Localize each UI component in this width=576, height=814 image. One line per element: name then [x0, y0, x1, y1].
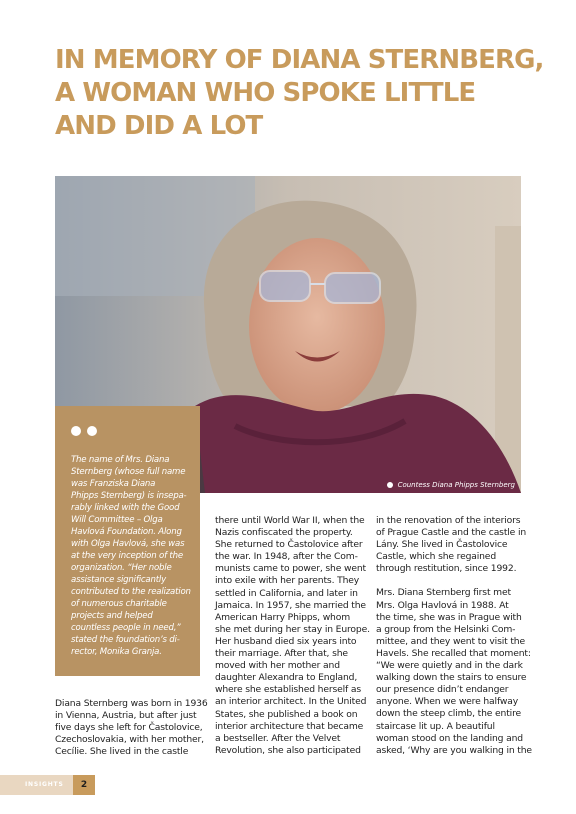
- body-line: anyone. When we were halfway: [376, 696, 518, 708]
- body-line: walking down the stairs to ensure: [376, 672, 527, 684]
- body-line: staircase lit up. A beautiful: [376, 720, 495, 732]
- body-line: settled in California, and later in: [215, 587, 358, 599]
- pull-quote-line: Sternberg (whose full name: [71, 467, 186, 477]
- body-line: American Harry Phipps, whom: [215, 611, 350, 623]
- quote-mark-icon: [71, 426, 97, 436]
- body-line: moved with her mother and: [215, 660, 340, 672]
- body-line: their marriage. After that, she: [215, 648, 348, 660]
- body-line: Lány. She lived in Častolovice: [376, 539, 508, 551]
- pull-quote-line: The name of Mrs. Diana: [71, 455, 170, 465]
- body-line: Havels. She recalled that moment:: [376, 647, 531, 659]
- body-line: Nazis confiscated the property.: [215, 527, 353, 539]
- pull-quote-line: at the very inception of the: [71, 551, 183, 561]
- pull-quote-line: rector, Monika Granja.: [71, 647, 162, 657]
- body-line: asked, ‘Why are you walking in the: [376, 744, 532, 756]
- body-line: Castle, which she regained: [376, 551, 496, 563]
- body-line: States, she published a book on: [215, 708, 358, 720]
- body-line: down the steep climb, the entire: [376, 708, 521, 720]
- body-line: Jamaica. In 1957, she married the: [215, 599, 366, 611]
- body-line: in the renovation of the interiors: [376, 515, 521, 526]
- pull-quote-line: rably linked with the Good: [71, 503, 180, 513]
- body-line: She returned to Častolovice after: [215, 539, 363, 551]
- pull-quote-text: [71, 454, 197, 658]
- pull-quote-box: [55, 406, 200, 676]
- pull-quote-line: Will Committee – Olga: [71, 515, 163, 525]
- body-column-1: [55, 698, 208, 758]
- body-line: a group from the Helsinki Com-: [376, 623, 516, 635]
- footer-section-label: INSIGHTS: [25, 781, 64, 788]
- body-line: Cecílie. She lived in the castle: [55, 746, 189, 758]
- paragraph-gap: [376, 575, 526, 587]
- body-line: into exile with her parents. They: [215, 575, 360, 587]
- title-line-3: AND DID A LOT: [55, 111, 263, 141]
- pull-quote-line: assistance significantly: [71, 575, 166, 585]
- body-line: Her husband died six years into: [215, 635, 357, 647]
- pull-quote-line: Havlová Foundation. Along: [71, 527, 182, 537]
- body-line: in Vienna, Austria, but after just: [55, 710, 197, 722]
- photo-caption-text: Countess Diana Phipps Sternberg: [397, 481, 515, 489]
- pull-quote-line: countless people in need,”: [71, 623, 181, 633]
- body-line: five days she left for Častolovice,: [55, 722, 203, 734]
- body-line: Mrs. Olga Havlová in 1988. At: [376, 599, 509, 611]
- pull-quote-line: projects and helped: [71, 611, 153, 621]
- body-line: an interior architect. In the United: [215, 696, 367, 708]
- body-column-2: [215, 515, 370, 757]
- body-line: through restitution, since 1992.: [376, 563, 517, 575]
- pull-quote-line: with Olga Havlová, she was: [71, 539, 185, 549]
- body-line: of Prague Castle and the castle in: [376, 527, 527, 539]
- body-line: Czechoslovakia, with her mother,: [55, 734, 204, 746]
- body-line: mittee, and they went to visit the: [376, 635, 525, 647]
- article-title: [55, 44, 544, 143]
- pull-quote-line: of numerous charitable: [71, 599, 167, 609]
- pull-quote-line: organization. “Her noble: [71, 563, 172, 573]
- body-line: the time, she was in Prague with: [376, 611, 522, 623]
- body-line: woman stood on the landing and: [376, 732, 523, 744]
- body-line: interior architecture that became: [215, 720, 364, 732]
- body-line: daughter Alexandra to England,: [215, 672, 358, 684]
- body-line: there until World War II, when the: [215, 515, 365, 526]
- body-line: our presence didn’t endanger: [376, 684, 509, 696]
- page-number: 2: [73, 775, 95, 795]
- title-line-2: A WOMAN WHO SPOKE LITTLE: [55, 78, 476, 108]
- pull-quote-line: contributed to the realization: [71, 587, 191, 597]
- body-line: where she established herself as: [215, 684, 361, 696]
- body-line: she met during her stay in Europe.: [215, 623, 370, 635]
- pull-quote-line: Phipps Sternberg) is insepa-: [71, 491, 187, 501]
- body-line: “We were quietly and in the dark: [376, 660, 523, 672]
- photo-caption: [387, 481, 515, 489]
- body-line: a bestseller. After the Velvet: [215, 732, 341, 744]
- body-line: the war. In 1948, after the Com-: [215, 551, 358, 563]
- body-column-3: [376, 515, 532, 757]
- pull-quote-line: stated the foundation’s di-: [71, 635, 180, 645]
- body-line: Diana Sternberg was born in 1936: [55, 698, 208, 709]
- body-line: Revolution, she also participated: [215, 744, 361, 756]
- pull-quote-line: was Franziska Diana: [71, 479, 156, 489]
- body-line: munists came to power, she went: [215, 563, 366, 575]
- caption-bullet-icon: [387, 482, 393, 488]
- body-line: Mrs. Diana Sternberg first met: [376, 587, 511, 599]
- title-line-1: IN MEMORY OF DIANA STERNBERG,: [55, 45, 544, 75]
